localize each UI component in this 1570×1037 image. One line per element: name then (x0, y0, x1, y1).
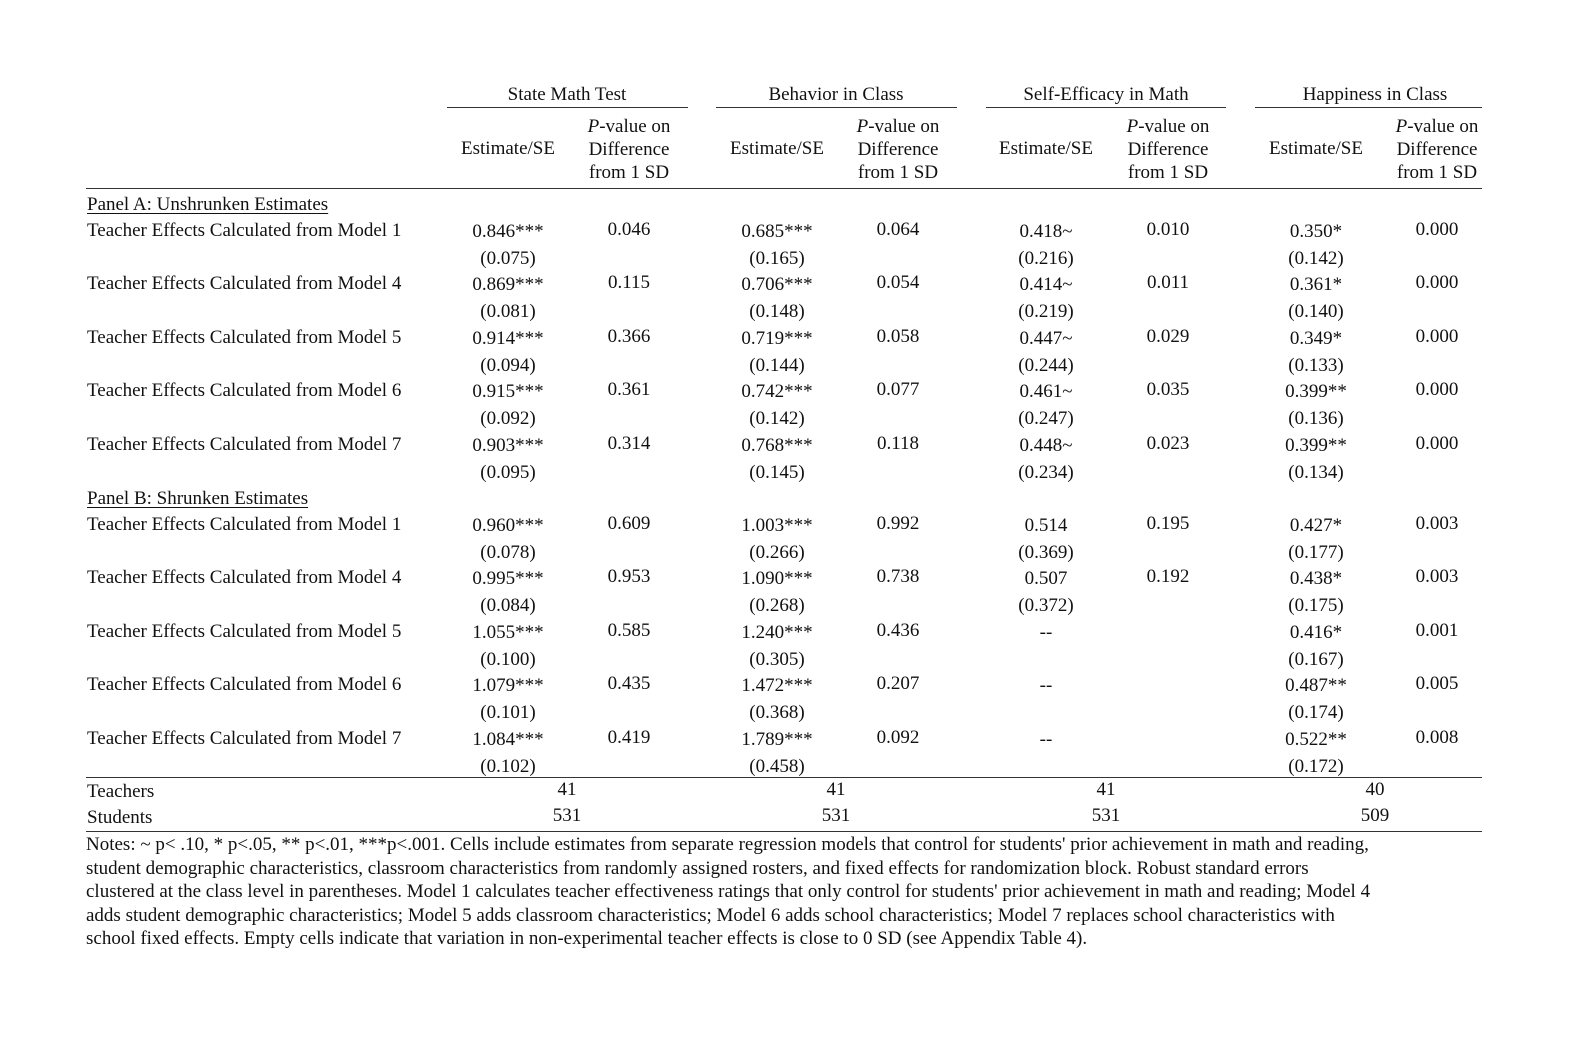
pvalue-value: 0.000 (1415, 272, 1459, 294)
notes-line: student demographic characteristics, classroom characteristics from randomly assigned rosters, and fixed effects for randomization block. Robust standard errors (86, 857, 1309, 879)
standard-error-value: (0.244) (1018, 354, 1074, 376)
estimate-value: 0.448~ (1019, 434, 1073, 456)
estimate-value: 0.350* (1289, 221, 1343, 242)
estimate-value: 0.915*** (472, 381, 544, 403)
standard-error-value: (0.165) (749, 248, 805, 269)
pvalue-value: 0.436 (876, 619, 920, 641)
standard-error-value: (0.100) (480, 648, 536, 670)
pvalue-value: 0.195 (1146, 513, 1190, 534)
count-value: 531 (821, 805, 851, 826)
estimate-value: 0.685*** (741, 221, 813, 242)
pvalue-value: 0.077 (876, 379, 920, 401)
pvalue-line3: from 1 SD (588, 162, 670, 183)
standard-error-value: (0.133) (1288, 354, 1344, 376)
standard-error-value: (0.081) (480, 301, 536, 323)
standard-error-value: (0.145) (749, 461, 805, 483)
pvalue-line2: Difference (1396, 139, 1478, 160)
column-group-rule (447, 107, 688, 108)
pvalue-line2: Difference (857, 139, 939, 160)
column-header-pvalue (588, 115, 671, 184)
pvalue-value: 0.001 (1415, 619, 1459, 641)
standard-error-value: (0.084) (480, 595, 536, 617)
count-row-label: Students (87, 807, 153, 828)
notes-top-rule (86, 831, 1482, 832)
row-label: Teacher Effects Calculated from Model 6 (87, 674, 402, 696)
standard-error-value: (0.458) (749, 755, 805, 777)
estimate-value: 0.768*** (741, 434, 813, 456)
pvalue-italic-p: P (1395, 116, 1408, 137)
estimate-value: 0.399** (1285, 434, 1347, 456)
estimate-value: 0.903*** (472, 434, 544, 456)
pvalue-value: 0.192 (1146, 566, 1190, 588)
estimate-value: 0.461~ (1019, 381, 1073, 403)
estimate-value: 0.869*** (472, 274, 544, 296)
pvalue-value: 0.003 (1415, 513, 1459, 534)
standard-error-value: (0.095) (480, 461, 536, 483)
row-label: Teacher Effects Calculated from Model 1 (87, 514, 402, 535)
standard-error-value: (0.148) (749, 301, 805, 323)
pvalue-value: 0.953 (607, 566, 651, 588)
estimate-value: 0.438* (1289, 568, 1343, 590)
column-header-pvalue (857, 115, 940, 184)
column-group-rule (986, 107, 1226, 108)
column-header-estimate: Estimate/SE (999, 138, 1093, 159)
estimate-value: 0.914*** (472, 327, 544, 349)
standard-error-value: (0.219) (1018, 301, 1074, 323)
pvalue-line3: from 1 SD (857, 162, 939, 183)
standard-error-value: (0.174) (1288, 702, 1344, 724)
pvalue-value: 0.064 (876, 219, 920, 240)
estimate-value: 0.522** (1285, 728, 1347, 750)
estimate-value: 0.399** (1285, 381, 1347, 403)
estimate-value: 0.960*** (472, 515, 544, 536)
count-value: 41 (826, 779, 846, 800)
estimate-value: 1.079*** (472, 675, 544, 697)
notes-line: adds student demographic characteristics; Model 5 adds classroom characteristics; Model 6 adds school characteristics; Model 7 replaces school characteristics with (86, 904, 1335, 926)
estimate-value: -- (1039, 675, 1053, 697)
pvalue-line3: from 1 SD (1396, 162, 1478, 183)
pvalue-value: 0.992 (876, 513, 920, 534)
estimate-value: 0.995*** (472, 568, 544, 590)
standard-error-value: (0.172) (1288, 755, 1344, 777)
estimate-value: 0.487** (1285, 675, 1347, 697)
column-group-title: Happiness in Class (1302, 84, 1448, 105)
standard-error-value: (0.136) (1288, 408, 1344, 430)
count-value: 531 (1091, 805, 1121, 826)
count-value: 531 (552, 805, 582, 826)
estimate-value: 0.719*** (741, 327, 813, 349)
standard-error-value: (0.078) (480, 542, 536, 563)
estimate-value: 1.084*** (472, 728, 544, 750)
pvalue-value: 0.585 (607, 619, 651, 641)
column-group-title: Self-Efficacy in Math (1023, 84, 1189, 105)
pvalue-italic-p: P (587, 116, 600, 137)
estimate-value: 0.846*** (472, 221, 544, 242)
pvalue-value: 0.046 (607, 219, 651, 240)
standard-error-value: (0.094) (480, 354, 536, 376)
standard-error-value: (0.142) (749, 408, 805, 430)
pvalue-value: 0.738 (876, 566, 920, 588)
pvalue-value: 0.314 (607, 432, 651, 454)
count-value: 40 (1365, 779, 1385, 800)
standard-error-value: (0.175) (1288, 595, 1344, 617)
standard-error-value: (0.372) (1018, 595, 1074, 617)
notes-line: Notes: ~ p< .10, * p<.05, ** p<.01, ***p<.001. Cells include estimates from separate regression models that control for students' prior achievement in math and reading, (86, 834, 1369, 855)
column-header-estimate: Estimate/SE (461, 138, 555, 159)
standard-error-value: (0.234) (1018, 461, 1074, 483)
estimate-value: 0.361* (1289, 274, 1343, 296)
estimate-value: 1.003*** (741, 515, 813, 536)
estimate-value: 1.789*** (741, 728, 813, 750)
notes-line: clustered at the class level in parentheses. Model 1 calculates teacher effectiveness ratings that only control for students' prior achievement in math and reading; Model 4 (86, 881, 1371, 903)
pvalue-value: 0.366 (607, 325, 651, 347)
pvalue-line1: -value on (868, 116, 940, 137)
estimate-value: 0.427* (1289, 515, 1343, 536)
pvalue-value: 0.023 (1146, 432, 1190, 454)
panel-bottom-rule (86, 777, 1482, 778)
estimate-value: 0.349* (1289, 327, 1343, 349)
standard-error-value: (0.142) (1288, 248, 1344, 269)
estimate-value: -- (1039, 621, 1053, 643)
estimate-value: 0.514 (1024, 515, 1068, 536)
row-label: Teacher Effects Calculated from Model 1 (87, 220, 402, 241)
pvalue-value: 0.058 (876, 325, 920, 347)
standard-error-value: (0.177) (1288, 542, 1344, 563)
pvalue-value: 0.115 (607, 272, 651, 294)
count-row-label: Teachers (87, 781, 155, 802)
estimate-value: 1.472*** (741, 675, 813, 697)
pvalue-value: 0.419 (607, 726, 651, 748)
standard-error-value: (0.134) (1288, 461, 1344, 483)
pvalue-value: 0.011 (1146, 272, 1190, 294)
column-group-rule (716, 107, 957, 108)
column-group-rule (1255, 107, 1482, 108)
estimate-value: 1.090*** (741, 568, 813, 590)
standard-error-value: (0.266) (749, 542, 805, 563)
pvalue-value: 0.003 (1415, 566, 1459, 588)
header-bottom-rule (86, 188, 1482, 189)
pvalue-italic-p: P (1126, 116, 1139, 137)
standard-error-value: (0.247) (1018, 408, 1074, 430)
pvalue-line1: -value on (1407, 116, 1479, 137)
column-group-title: Behavior in Class (768, 84, 904, 105)
standard-error-value: (0.102) (480, 755, 536, 777)
pvalue-value: 0.029 (1146, 325, 1190, 347)
pvalue-line1: -value on (599, 116, 671, 137)
row-label: Teacher Effects Calculated from Model 6 (87, 380, 402, 402)
row-label: Teacher Effects Calculated from Model 5 (87, 620, 402, 642)
estimate-value: 0.447~ (1019, 327, 1073, 349)
column-header-pvalue (1396, 115, 1479, 184)
standard-error-value: (0.369) (1018, 542, 1074, 563)
standard-error-value: (0.092) (480, 408, 536, 430)
row-label: Teacher Effects Calculated from Model 4 (87, 567, 402, 589)
pvalue-value: 0.092 (876, 726, 920, 748)
pvalue-value: 0.361 (607, 379, 651, 401)
pvalue-value: 0.609 (607, 513, 651, 534)
estimate-value: 0.414~ (1019, 274, 1073, 296)
standard-error-value: (0.101) (480, 702, 536, 724)
standard-error-value: (0.268) (749, 595, 805, 617)
row-label: Teacher Effects Calculated from Model 7 (87, 727, 402, 749)
pvalue-line3: from 1 SD (1127, 162, 1209, 183)
panel-label: Panel A: Unshrunken Estimates (87, 194, 329, 215)
pvalue-value: 0.005 (1415, 673, 1459, 695)
standard-error-value: (0.144) (749, 354, 805, 376)
pvalue-value: 0.435 (607, 673, 651, 695)
column-header-estimate: Estimate/SE (730, 138, 824, 159)
standard-error-value: (0.368) (749, 702, 805, 724)
column-header-pvalue (1127, 115, 1210, 184)
standard-error-value: (0.075) (480, 248, 536, 269)
pvalue-line1: -value on (1138, 116, 1210, 137)
row-label: Teacher Effects Calculated from Model 5 (87, 326, 402, 348)
pvalue-value: 0.000 (1415, 325, 1459, 347)
estimate-value: 1.055*** (472, 621, 544, 643)
pvalue-value: 0.054 (876, 272, 920, 294)
estimate-value: 0.418~ (1019, 221, 1073, 242)
estimate-value: 0.706*** (741, 274, 813, 296)
row-label: Teacher Effects Calculated from Model 7 (87, 433, 402, 455)
count-value: 41 (1096, 779, 1116, 800)
count-value: 41 (557, 779, 577, 800)
pvalue-italic-p: P (856, 116, 869, 137)
table-notes (86, 833, 1486, 951)
estimate-value: 0.416* (1289, 621, 1343, 643)
standard-error-value: (0.167) (1288, 648, 1344, 670)
standard-error-value: (0.140) (1288, 301, 1344, 323)
pvalue-value: 0.010 (1146, 219, 1190, 240)
column-group-title: State Math Test (507, 84, 627, 105)
pvalue-line2: Difference (588, 139, 670, 160)
standard-error-value: (0.216) (1018, 248, 1074, 269)
standard-error-value: (0.305) (749, 648, 805, 670)
pvalue-value: 0.000 (1415, 432, 1459, 454)
estimate-value: 0.742*** (741, 381, 813, 403)
column-header-estimate: Estimate/SE (1269, 138, 1363, 159)
estimate-value: 1.240*** (741, 621, 813, 643)
pvalue-value: 0.207 (876, 673, 920, 695)
pvalue-line2: Difference (1127, 139, 1209, 160)
estimate-value: 0.507 (1024, 568, 1068, 590)
count-value: 509 (1360, 805, 1390, 826)
pvalue-value: 0.000 (1415, 219, 1459, 240)
panel-label: Panel B: Shrunken Estimates (87, 488, 309, 509)
pvalue-value: 0.035 (1146, 379, 1190, 401)
row-label: Teacher Effects Calculated from Model 4 (87, 273, 402, 295)
pvalue-value: 0.008 (1415, 726, 1459, 748)
pvalue-value: 0.118 (876, 432, 920, 454)
notes-line: school fixed effects. Empty cells indicate that variation in non-experimental teacher effects is close to 0 SD (see Appendix Table 4). (86, 928, 1088, 950)
estimate-value: -- (1039, 728, 1053, 750)
pvalue-value: 0.000 (1415, 379, 1459, 401)
